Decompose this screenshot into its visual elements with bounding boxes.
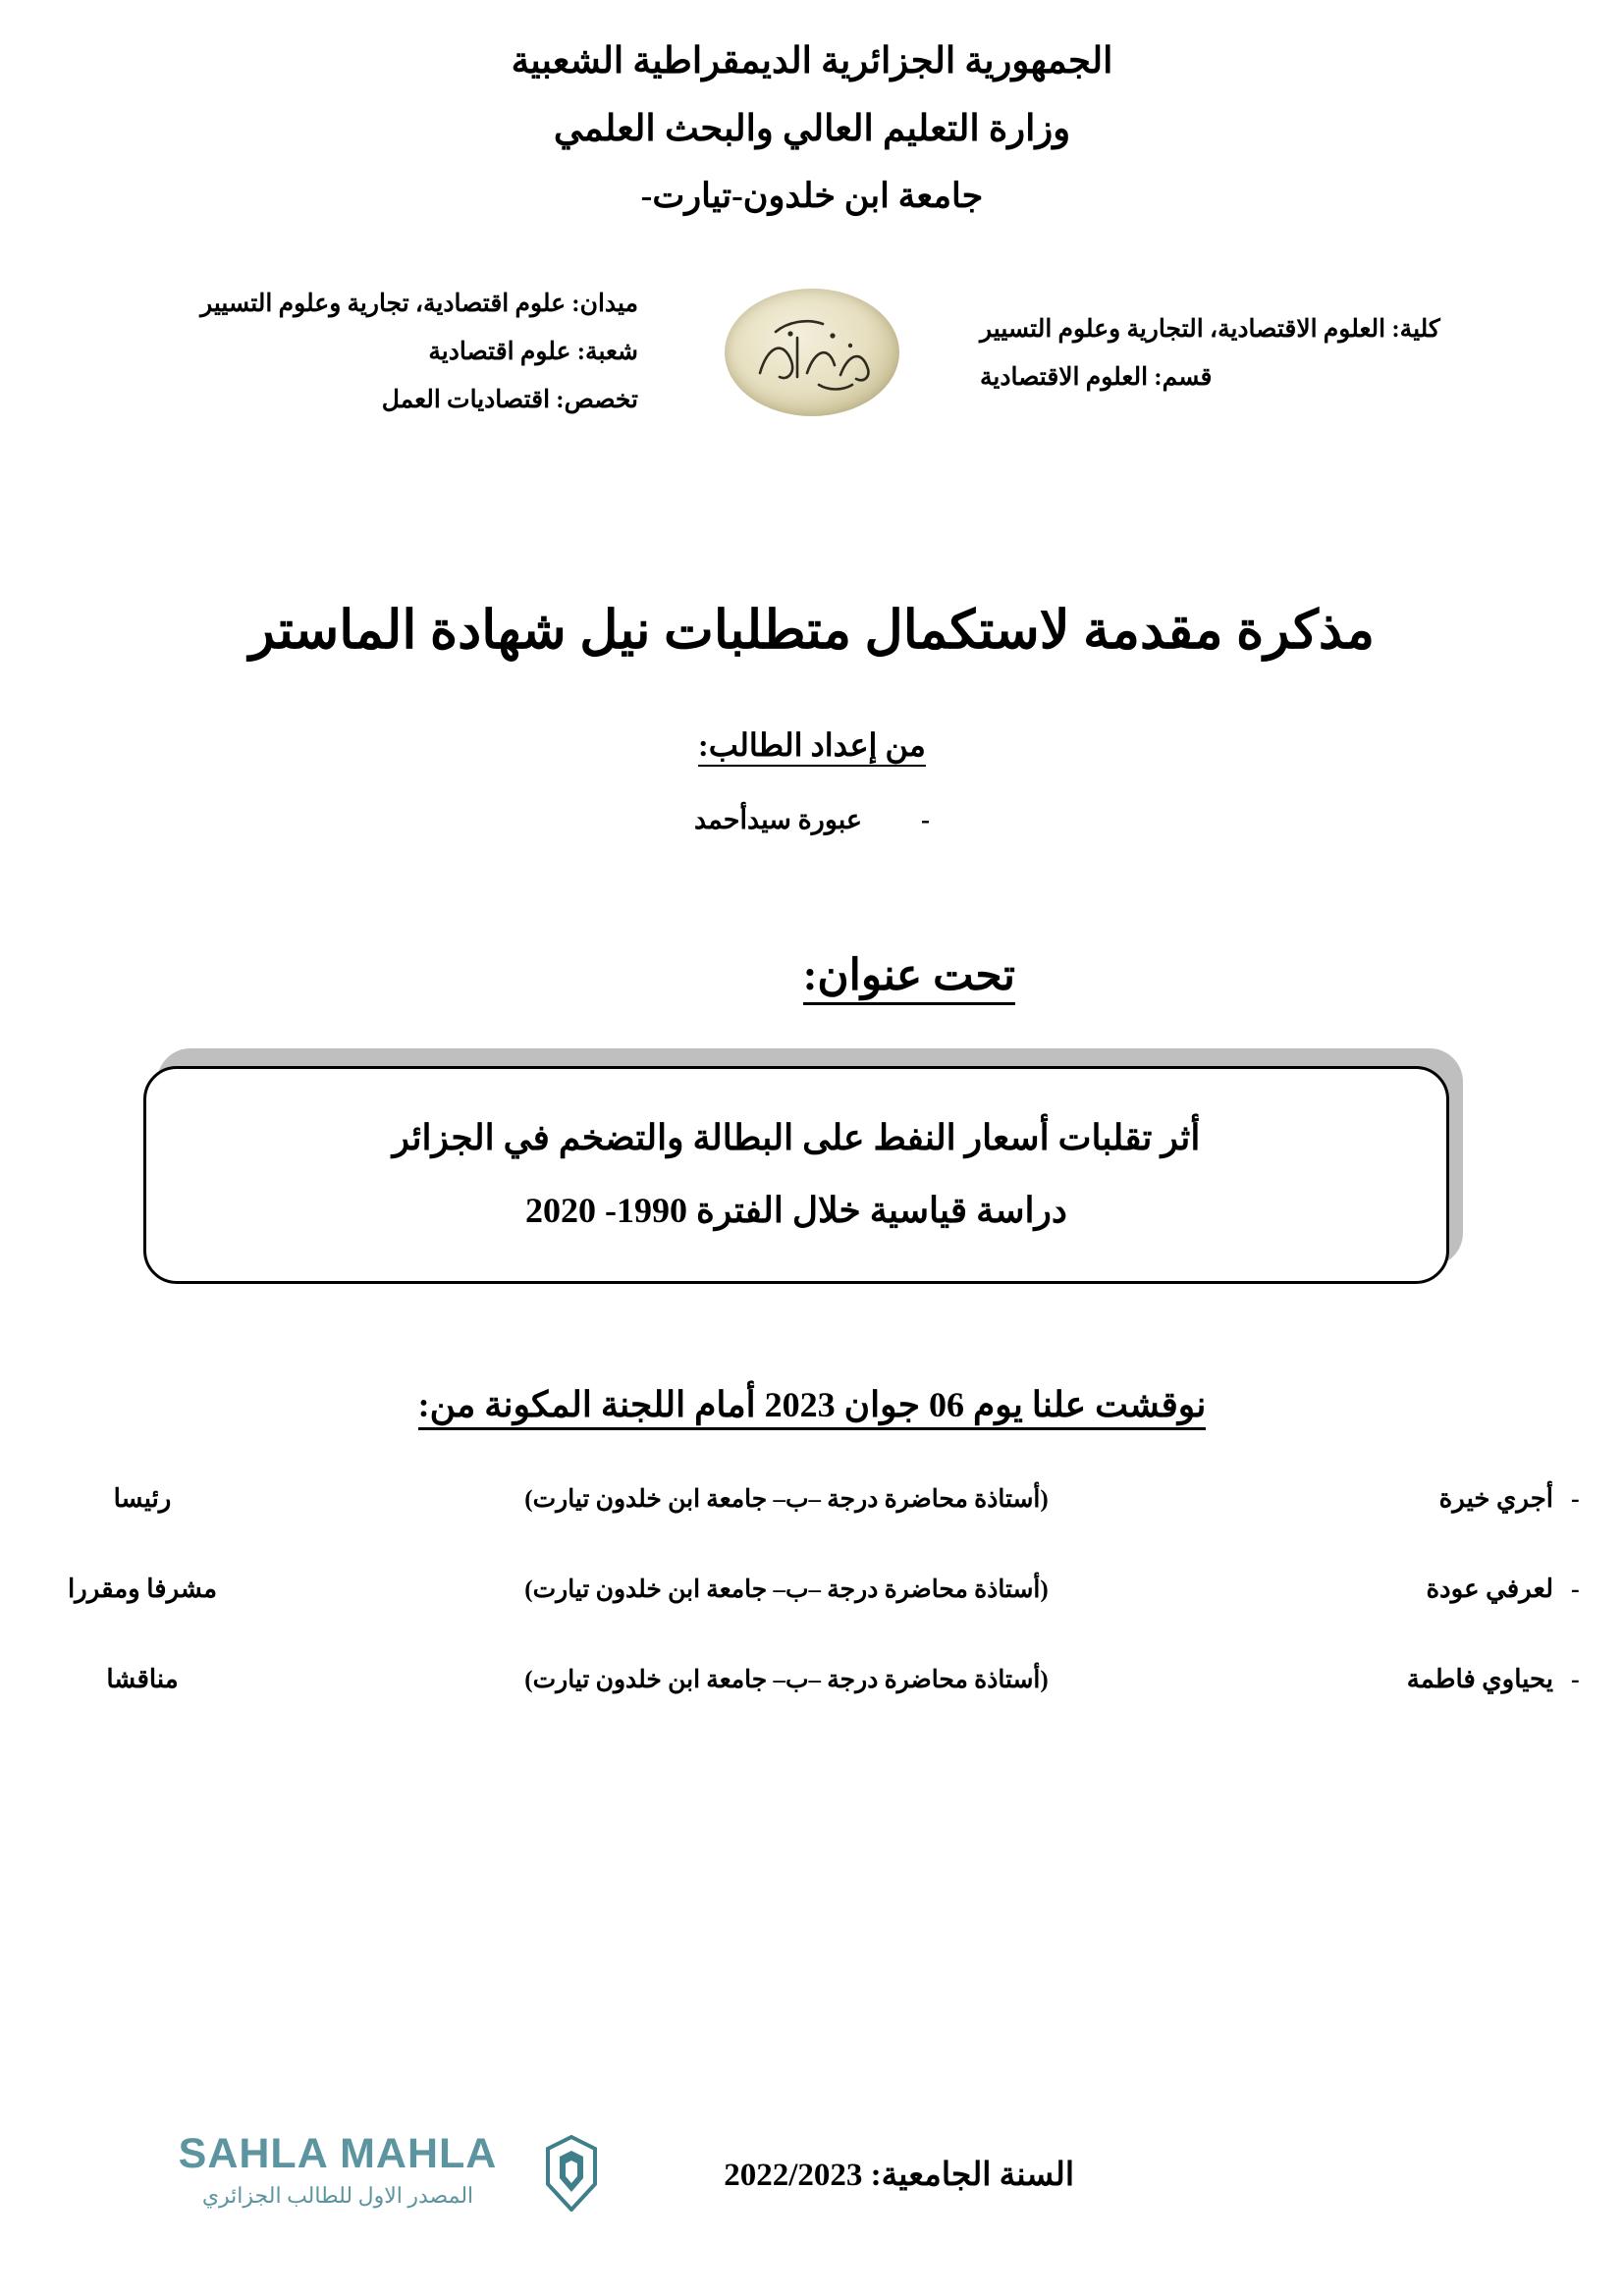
table-row xyxy=(0,1665,1624,1755)
thesis-title-line-1: أثر تقلبات أسعار النفط على البطالة والتضخم في الجزائر xyxy=(392,1118,1201,1158)
table-row xyxy=(0,1484,1624,1575)
watermark-subtitle: المصدر الاول للطالب الجزائري xyxy=(201,2183,474,2208)
branch-label: شعبة: علوم اقتصادية xyxy=(428,338,638,365)
header-republic-line: الجمهورية الجزائرية الديمقراطية الشعبية xyxy=(511,41,1113,81)
jury-member-role: رئيسا xyxy=(113,1484,172,1513)
header-ministry-line: وزارة التعليم العالي والبحث العلمي xyxy=(553,109,1071,150)
jury-member-affiliation: (أستاذة محاضرة درجة –ب– جامعة ابن خلدون تيارت) xyxy=(524,1576,1049,1603)
list-dash: - xyxy=(921,805,931,834)
jury-member-affiliation: (أستاذة محاضرة درجة –ب– جامعة ابن خلدون تيارت) xyxy=(524,1486,1049,1513)
department-label: قسم: العلوم الاقتصادية xyxy=(980,363,1213,391)
title-box-frame xyxy=(143,1066,1449,1284)
document-footer xyxy=(0,2108,1624,2255)
header-university-line: جامعة ابن خلدون-تيارت- xyxy=(640,176,984,215)
jury-member-role: مشرفا ومقررا xyxy=(67,1575,218,1603)
defense-statement-row xyxy=(0,1384,1624,1425)
faculty-info-block xyxy=(980,306,1598,402)
defense-statement: نوقشت علنا يوم 06 جوان 2023 أمام اللجنة المكونة من: xyxy=(418,1385,1207,1430)
jury-bullet: - xyxy=(1571,1575,1580,1603)
thesis-title-line-2: دراسة قياسية خلال الفترة 1990- 2020 xyxy=(525,1191,1067,1230)
under-title-label: تحت عنوان: xyxy=(803,950,1015,1005)
jury-member-role: مناقشا xyxy=(106,1665,179,1693)
thesis-title-box xyxy=(157,1048,1463,1266)
university-logo xyxy=(725,289,899,416)
field-info-block xyxy=(29,281,638,424)
sahla-mahla-logo-icon xyxy=(544,2135,599,2212)
faculty-label: كلية: العلوم الاقتصادية، التجارية وعلوم التسيير xyxy=(980,316,1440,343)
university-seal-icon xyxy=(725,289,899,416)
prepared-by-label xyxy=(0,726,1624,764)
master-degree-statement: مذكرة مقدمة لاستكمال متطلبات نيل شهادة الماستر xyxy=(248,601,1376,660)
jury-member-affiliation: (أستاذة محاضرة درجة –ب– جامعة ابن خلدون تيارت) xyxy=(524,1667,1049,1693)
document-header xyxy=(0,33,1624,223)
student-name-row xyxy=(0,805,1624,835)
institution-info-row xyxy=(0,281,1624,467)
student-name: عبورة سيدأحمد xyxy=(693,805,863,834)
prepared-by-text: من إعداد الطالب: xyxy=(698,727,926,767)
sahla-mahla-watermark xyxy=(132,2130,544,2209)
field-label: ميدان: علوم اقتصادية، تجارية وعلوم التسيير xyxy=(200,291,638,317)
jury-committee-list xyxy=(0,1484,1624,1755)
jury-bullet: - xyxy=(1571,1484,1580,1513)
table-row xyxy=(0,1575,1624,1665)
watermark-title: SAHLA MAHLA xyxy=(178,2130,498,2177)
jury-bullet: - xyxy=(1571,1665,1580,1693)
jury-member-name: أجري خيرة xyxy=(1438,1484,1553,1513)
jury-member-name: لعرفي عودة xyxy=(1426,1575,1553,1603)
jury-member-name: يحياوي فاطمة xyxy=(1406,1665,1553,1693)
academic-year-label: السنة الجامعية: 2022/2023 xyxy=(724,2158,1074,2193)
speciality-label: تخصص: اقتصاديات العمل xyxy=(381,386,638,413)
